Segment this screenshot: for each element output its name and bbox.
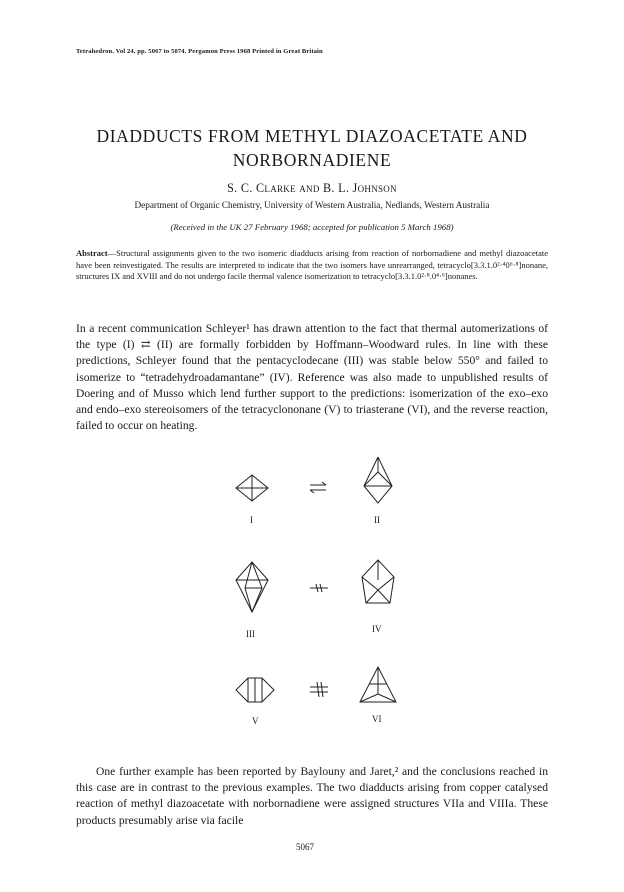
equilibrium-arrow-1 xyxy=(310,482,326,493)
journal-header: Tetrahedron. Vol 24, pp. 5067 to 5074. Pergamon Press 1968 Printed in Great Britain xyxy=(76,48,323,55)
blocked-arrow-2 xyxy=(310,682,328,697)
title-line-1: DIADDUCTS FROM METHYL DIAZOACETATE AND xyxy=(96,126,528,146)
structure-III xyxy=(236,562,268,612)
structure-VI xyxy=(360,667,396,702)
paragraph-2: One further example has been reported by Baylouny and Jaret,² and the conclusions reached in this case are in contrast to the previous examples. The two diadducts arising from copper catalysed reaction of methyl diazoacetate with norbornadiene were assigned structures VIIa and VIIIa. These products presumably arise via facile xyxy=(76,765,548,827)
abstract-text: —Structural assignments given to the two isomeric diadducts arising from reaction of norbornadiene and methyl diazoacetate have been reinvestigated. The results are interpreted to indicate that the two isomers have unrearranged, tetracyclo[3.3.1.0²·⁴0⁶·⁸]nonane, structures IX and XVIII and do not undergo facile thermal valence isomerization to tetracyclo[3.3.1.0²·⁸.0⁴·⁶]nonanes. xyxy=(76,248,548,281)
label-V: V xyxy=(252,716,259,726)
received-dates: (Received in the UK 27 February 1968; accepted for publication 5 March 1968) xyxy=(170,222,454,232)
blocked-arrow-1 xyxy=(310,584,328,592)
page-number: 5067 xyxy=(296,842,314,852)
structure-I xyxy=(236,475,268,501)
structure-II xyxy=(364,457,392,503)
structure-V xyxy=(236,678,274,702)
label-VI: VI xyxy=(372,714,382,724)
label-I: I xyxy=(250,515,253,525)
label-IV: IV xyxy=(372,624,382,634)
affiliation: Department of Organic Chemistry, University of Western Australia, Nedlands, Western Australia xyxy=(134,200,490,210)
label-III: III xyxy=(246,629,255,639)
label-II: II xyxy=(374,515,380,525)
structure-IV xyxy=(362,560,394,603)
title-line-2: NORBORNADIENE xyxy=(232,150,392,170)
paragraph-1: In a recent communication Schleyer¹ has drawn attention to the fact that thermal automerizations of the type (I) ⇄ (II) are formally forbidden by Hoffmann–Woodward rules. In line with these predictions, Schleyer found that the pentacyclodecane (III) was stable below 550° and failed to isomerize to “tetradehydroadamantane” (IV). Reference was also made to unpublished results of Doering and of Musso which lend further support to the predictions: isomerization of the exo–exo and endo–exo stereoisomers of the tetracyclononane (V) to triasterane (VI), and the reverse reaction, failed to occur on heating. xyxy=(76,322,548,433)
authors: S. C. Clarke and B. L. Johnson xyxy=(227,181,397,195)
abstract-label: Abstract xyxy=(76,248,108,258)
